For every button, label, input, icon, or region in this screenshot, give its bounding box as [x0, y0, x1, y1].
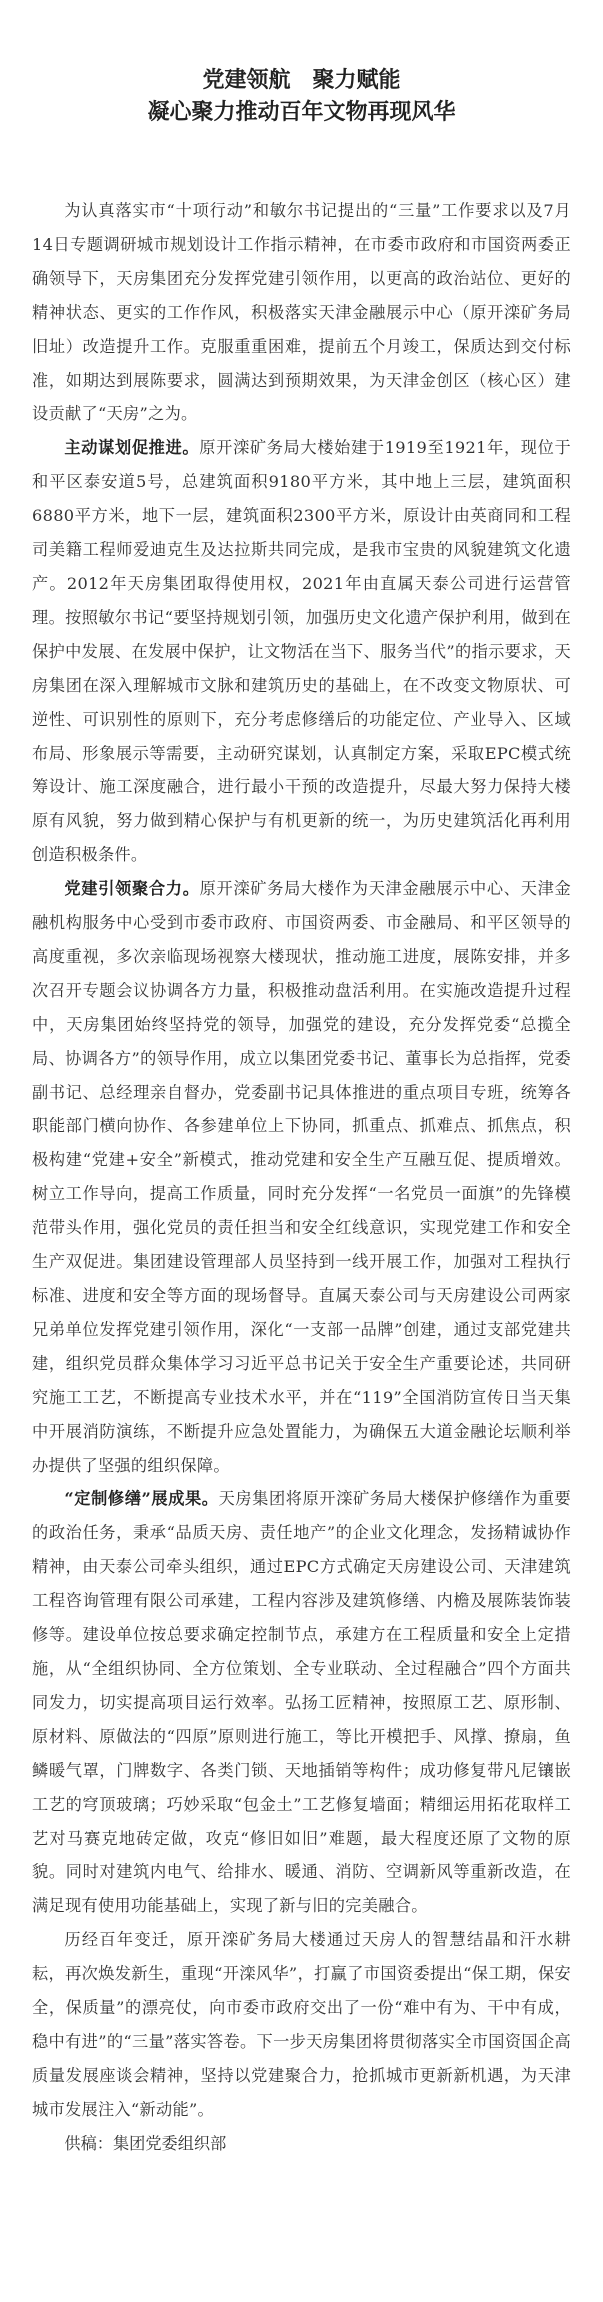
paragraph-conclusion-text: 历经百年变迁，原开滦矿务局大楼通过天房人的智慧结晶和汗水耕耘，再次焕发新生，重现“开滦风华”，打赢了市国资委提出“保工期，保安全，保质量”的漂亮仗，向市委市政府交出了一份“难中有为、干中有成，稳中有进”的“三量”落实答卷。下一步天房集团将贯彻落实全市国资国企高质量发展座谈会精神，坚持以党建聚合力，抢抓城市更新新机遇，为天津城市发展注入“新动能”。 [32, 1930, 571, 2119]
paragraph-intro-text: 为认真落实市“十项行动”和敏尔书记提出的“三量”工作要求以及7月14日专题调研城市规划设计工作指示精神，在市委市政府和市国资两委正确领导下，天房集团充分发挥党建引领作用，以更高的政治站位、更好的精神状态、更实的工作作风，积极落实天津金融展示中心（原开滦矿务局旧址）改造提升工作。克服重重困难，提前五个月竣工，保质达到交付标准，如期达到展陈要求，圆满达到预期效果，为天津金创区（核心区）建设贡献了“天房”之为。 [32, 201, 571, 424]
paragraph-restoration [32, 1482, 571, 1923]
paragraph-planning-text: 原开滦矿务局大楼始建于1919至1921年，现位于和平区泰安道5号，总建筑面积9180平方米，其中地上三层，建筑面积6880平方米，地下一层，建筑面积2300平方米，原设计由英商同和工程司美籍工程师爱迪克生及达拉斯共同完成，是我市宝贵的风貌建筑文化遗产。2012年天房集团取得使用权，2021年由直属天泰公司进行运营管理。按照敏尔书记“要坚持规划引领，加强历史文化遗产保护利用，做到在保护中发展、在发展中保护，让文物活在当下、服务当代”的指示要求，天房集团在深入理解城市文脉和建筑历史的基础上，在不改变文物原状、可逆性、可识别性的原则下，充分考虑修缮后的功能定位、产业导入、区域布局、形象展示等需要，主动研究谋划，认真制定方案，采取EPC模式统筹设计、施工深度融合，进行最小干预的改造提升，尽最大努力保持大楼原有风貌，努力做到精心保护与有机更新的统一，为历史建筑活化再利用创造积极条件。 [32, 438, 572, 865]
paragraph-restoration-text: 天房集团将原开滦矿务局大楼保护修缮作为重要的政治任务，秉承“品质天房、责任地产”的企业文化理念，发扬精诚协作精神，由天泰公司牵头组织，通过EPC方式确定天房建设公司、天津建筑工程咨询管理有限公司承建，工程内容涉及建筑修缮、内檐及展陈装饰装修等。建设单位按总要求确定控制节点，承建方在工程质量和安全上定措施，从“全组织协同、全方位策划、全专业联动、全过程融合”四个方面共同发力，切实提高项目运行效率。弘扬工匠精神，按照原工艺、原形制、原材料、原做法的“四原”原则进行施工，等比开模把手、风撑、撩扇，鱼鳞暖气罩，门牌数字、各类门锁、天地插销等构件；成功修复带凡尼镶嵌工艺的穹顶玻璃；巧妙采取“包金土”工艺修复墙面；精细运用拓花取样工艺对马赛克地砖定做，攻克“修旧如旧”难题，最大程度还原了文物的原貌。同时对建筑内电气、给排水、暖通、消防、空调新风等重新改造，在满足现有使用功能基础上，实现了新与旧的完美融合。 [32, 1489, 571, 1916]
paragraph-party-leadership-text: 原开滦矿务局大楼作为天津金融展示中心、天津金融机构服务中心受到市委市政府、市国资两委、市金融局、和平区领导的高度重视，多次亲临现场视察大楼现状，推动施工进度，展陈安排，并多次召开专题会议协调各方力量，积极推动盘活利用。在实施改造提升过程中，天房集团始终坚持党的领导，加强党的建设，充分发挥党委“总揽全局、协调各方”的领导作用，成立以集团党委书记、董事长为总指挥，党委副书记、总经理亲自督办，党委副书记具体推进的重点项目专班，统筹各职能部门横向协作、各参建单位上下协同，抓重点、抓难点、抓焦点，积极构建“党建+安全”新模式，推动党建和安全生产互融互促、提质增效。树立工作导向，提高工作质量，同时充分发挥“一名党员一面旗”的先锋模范带头作用，强化党员的责任担当和安全红线意识，实现党建工作和安全生产双促进。集团建设管理部人员坚持到一线开展工作，加强对工程执行标准、进度和安全等方面的现场督导。直属天泰公司与天房建设公司两家兄弟单位发挥党建引领作用，深化“一支部一品牌”创建，通过支部党建共建，组织党员群众集体学习习近平总书记关于安全生产重要论述，共同研究施工工艺，不断提高专业技术水平，并在“119”全国消防宣传日当天集中开展消防演练，不断提升应急处置能力，为确保五大道金融论坛顺利举办提供了坚强的组织保障。 [32, 879, 571, 1475]
article-title-line-1: 党建领航 聚力赋能 [202, 67, 401, 93]
article-credit: 供稿：集团党委组织部 [64, 2133, 227, 2153]
paragraph-conclusion [32, 1923, 571, 2126]
paragraph-party-leadership-heading: 党建引领聚合力。 [64, 879, 200, 899]
paragraph-intro [32, 194, 571, 431]
article-title-line-2: 凝心聚力推动百年文物再现风华 [147, 99, 456, 125]
paragraph-party-leadership [32, 872, 571, 1482]
paragraph-planning-heading: 主动谋划促推进。 [64, 438, 200, 458]
paragraph-restoration-heading: “定制修缮”展成果。 [64, 1489, 219, 1509]
article-title-block [32, 64, 571, 128]
paragraph-planning [32, 431, 571, 872]
